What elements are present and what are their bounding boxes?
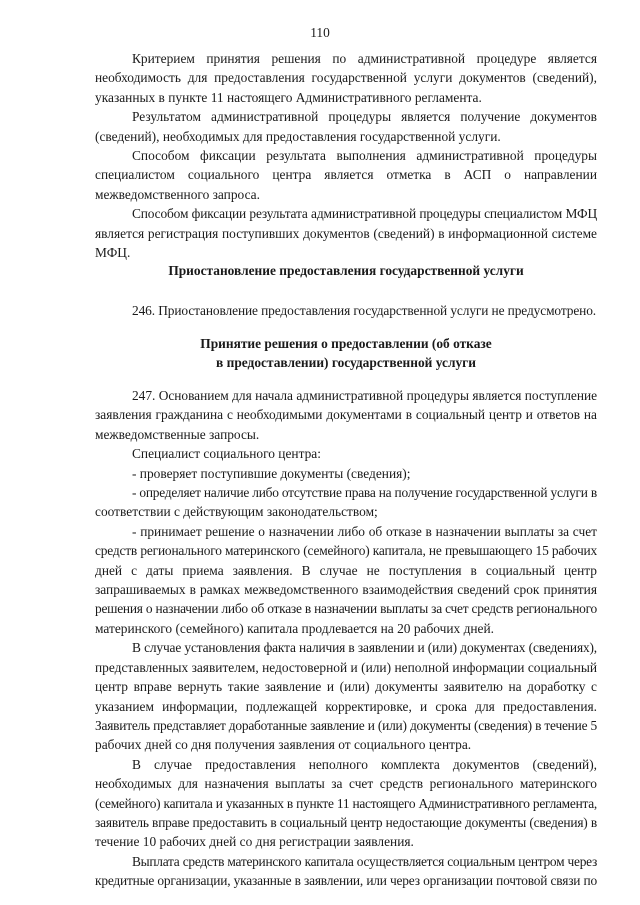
text-line: представленных заявителем, недостоверной и (или) неполной информации социальный: [95, 659, 597, 675]
section-heading-decision-line-1: Принятие решения о предоставлении (об отказе: [200, 336, 492, 351]
text-line: 247. Основанием для начала административной процедуры является поступление: [132, 388, 597, 403]
text-line: межведомственные запросы.: [95, 426, 260, 442]
text-line: является регистрация поступивших документов (сведений) в информационной системе: [95, 225, 597, 241]
result-paragraph: [95, 107, 597, 146]
text-line: течение 10 рабочих дней со дня регистрации заявления.: [95, 834, 414, 850]
text-line: (сведений), необходимых для предоставления государственной услуги.: [95, 128, 501, 144]
text-line: межведомственного запроса.: [95, 186, 260, 202]
text-line: - принимает решение о назначении либо об отказе в назначении выплаты за счет: [132, 523, 597, 539]
page-number: 110: [310, 25, 330, 40]
text-line: заявитель вправе предоставить в социальный центр недостающие документы (сведения) в: [95, 814, 597, 830]
text-line: В случае предоставления неполного комплекта документов (сведений),: [132, 756, 597, 772]
paragraph-246-block: [95, 301, 597, 320]
text-line: Выплата средств материнского капитала осуществляется социальным центром через: [132, 853, 597, 869]
list-item: [95, 464, 597, 483]
text-line: - проверяет поступившие документы (сведения);: [132, 465, 411, 481]
list-item: [95, 522, 597, 638]
criterion-paragraph: [95, 49, 597, 107]
suspension-heading-block: [95, 261, 597, 280]
text-line: В случае установления факта наличия в заявлении и (или) документах (сведениях),: [132, 640, 597, 656]
text-line: средств регионального материнского (семейного) капитала, не превышающего 15 рабочих: [95, 543, 597, 559]
text-line: заявления гражданина с необходимыми документами в социальный центр и ответов на: [95, 407, 597, 423]
text-line: необходимость для предоставления государственной услуги документов (сведений),: [95, 70, 597, 86]
text-line: Результатом административной процедуры является получение документов: [132, 109, 597, 125]
text-line: решения о назначении либо об отказе в назначении выплаты за счет средств регионального: [95, 601, 597, 617]
specialist-intro: [95, 444, 597, 463]
payment-paragraph: [95, 852, 597, 891]
text-line: указанием информации, подлежащей корректировке, и срока для предоставления.: [95, 698, 597, 714]
paragraph-247: [95, 386, 597, 444]
text-line: необходимых для назначения выплаты за счет средств регионального материнского: [95, 776, 597, 792]
text-line: специалистом социального центра является отметка в АСП о направлении: [95, 167, 597, 183]
decision-heading-block: [95, 334, 597, 373]
procedure-result-section: [95, 49, 597, 262]
section-heading-suspension: Приостановление предоставления государственной услуги: [168, 263, 524, 278]
list-item: [95, 483, 597, 522]
text-line: Способом фиксации результата выполнения административной процедуры: [132, 148, 597, 164]
text-line: рабочих дней со дня получения заявления от социального центра.: [95, 737, 472, 753]
text-line: кредитные организации, указанные в заявлении, или через организации почтовой связи по: [95, 873, 597, 889]
text-line: Критерием принятия решения по административной процедуре является: [132, 51, 597, 66]
text-line: Специалист социального центра:: [132, 446, 321, 462]
fixation-social-center-paragraph: [95, 146, 597, 204]
text-line: МФЦ.: [95, 245, 131, 261]
incorrect-info-paragraph: [95, 638, 597, 754]
incomplete-docs-paragraph: [95, 755, 597, 852]
text-line: указанных в пункте 11 настоящего Административного регламента.: [95, 89, 482, 105]
text-line: материнского (семейного) капитала продлевается на 20 рабочих дней.: [95, 620, 495, 636]
paragraph-246: 246. Приостановление предоставления государственной услуги не предусмотрено.: [132, 303, 597, 318]
text-line: дней с даты приема заявления. В случае не поступления в социальный центр: [95, 562, 597, 578]
text-line: Заявитель представляет доработанные заявление и (или) документы (сведения) в течение 5: [95, 717, 597, 733]
text-line: - определяет наличие либо отсутствие права на получение государственной услуги в: [132, 485, 597, 501]
text-line: (семейного) капитала и указанных в пункте 11 настоящего Административного регламента,: [95, 795, 597, 811]
text-line: соответствии с действующим законодательством;: [95, 504, 378, 520]
section-heading-decision-line-2: в предоставлении) государственной услуги: [216, 355, 476, 371]
text-line: запрашиваемых в рамках межведомственного взаимодействия сведений срок принятия: [95, 582, 597, 598]
text-line: Способом фиксации результата административной процедуры специалистом МФЦ: [132, 206, 597, 222]
fixation-mfc-paragraph: [95, 204, 597, 262]
text-line: центр вправе вернуть такие заявление и (или) документы заявителю на доработку с: [95, 679, 597, 695]
decision-section-body: [95, 386, 597, 891]
